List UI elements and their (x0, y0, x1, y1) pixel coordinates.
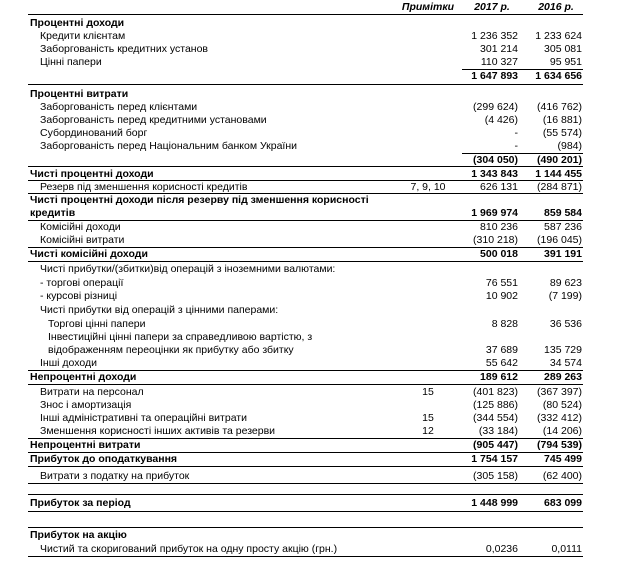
value-2017: 1 343 843 (471, 168, 518, 180)
row-label: Непроцентні доходи (30, 371, 137, 383)
row-label: Заборгованість перед кредитними установами (40, 114, 267, 126)
row-label: Прибуток на акцію (30, 529, 127, 541)
row-label: - курсові різниці (40, 290, 118, 302)
value-2016: (80 524) (542, 399, 582, 411)
value-2017: 301 214 (480, 43, 518, 55)
row-note: 12 (422, 425, 434, 437)
value-2016: 0,0111 (551, 543, 582, 555)
row-label: Заборгованість кредитних установ (40, 43, 208, 55)
row-note: 15 (422, 386, 434, 398)
row-label: Резерв під зменшення корисності кредитів (40, 181, 248, 193)
row-label: Чисті прибутки від операцій з цінними паперами: (40, 304, 279, 316)
value-2017: 1 236 352 (471, 30, 518, 42)
value-2016: 859 584 (544, 207, 582, 219)
value-2017: 500 018 (480, 248, 518, 260)
row-label: Чисті процентні доходи (30, 168, 154, 180)
row-label: - торгові операції (40, 277, 124, 289)
value-2016: (16 881) (542, 114, 582, 126)
value-2016: (14 206) (542, 425, 582, 437)
value-2016: (984) (557, 140, 582, 152)
header-year-2017: 2017 р. (474, 1, 510, 13)
value-2017: (304 050) (473, 154, 518, 166)
value-2017: (905 447) (473, 439, 518, 451)
value-2016: 289 263 (544, 371, 582, 383)
value-2016: 683 099 (544, 497, 582, 509)
header-year-2016: 2016 р. (538, 1, 574, 13)
value-2017: 626 131 (480, 181, 518, 193)
row-label: Комісійні витрати (40, 234, 125, 246)
row-label: Торгові цінні папери (48, 318, 146, 330)
value-2017: 37 689 (485, 344, 518, 356)
row-label: Прибуток до оподаткування (30, 453, 178, 465)
row-label: Заборгованість перед клієнтами (40, 101, 198, 113)
row-label: Субординований борг (40, 127, 148, 139)
row-label: Чисті прибутки/(збитки)від операцій з іноземними валютами: (40, 263, 336, 275)
row-label: Інші адміністративні та операційні витрати (40, 412, 247, 424)
value-2016: 36 536 (549, 318, 582, 330)
value-2017: 55 642 (485, 357, 518, 369)
value-2017: 0,0236 (485, 543, 518, 555)
row-note: 15 (422, 412, 434, 424)
row-label: кредитів (30, 207, 76, 219)
value-2016: (332 412) (537, 412, 582, 424)
value-2016: 1 634 656 (535, 70, 582, 82)
value-2016: 89 623 (549, 277, 582, 289)
value-2016: 587 236 (544, 221, 582, 233)
value-2017: 810 236 (480, 221, 518, 233)
value-2016: (367 397) (537, 386, 582, 398)
value-2016: 135 729 (544, 344, 582, 356)
value-2017: (299 624) (473, 101, 518, 113)
value-2017: 1 448 999 (471, 497, 518, 509)
value-2017: - (514, 140, 518, 152)
row-label: Витрати на персонал (40, 386, 144, 398)
value-2016: (7 199) (548, 290, 582, 302)
value-2017: (33 184) (478, 425, 518, 437)
row-label: відображенням переоцінки як прибутку або збитку (48, 344, 294, 356)
value-2016: 95 951 (549, 56, 582, 68)
row-label: Чисті процентні доходи після резерву під зменшення корисності (30, 194, 369, 206)
value-2016: (196 045) (537, 234, 582, 246)
row-label: Витрати з податку на прибуток (40, 470, 190, 482)
value-2016: (62 400) (542, 470, 582, 482)
value-2017: 1 754 157 (471, 453, 518, 465)
row-label: Процентні доходи (30, 17, 125, 29)
row-label: Процентні витрати (30, 88, 129, 100)
value-2016: (55 574) (542, 127, 582, 139)
value-2016: (490 201) (537, 154, 582, 166)
value-2017: 1 969 974 (471, 207, 518, 219)
row-label: Інші доходи (40, 357, 97, 369)
value-2016: (794 539) (537, 439, 582, 451)
row-label: Чисті комісійні доходи (30, 248, 148, 260)
row-label: Цінні папери (40, 56, 102, 68)
value-2016: (284 871) (537, 181, 582, 193)
value-2017: 10 902 (485, 290, 518, 302)
value-2017: (401 823) (473, 386, 518, 398)
value-2017: 76 551 (485, 277, 518, 289)
value-2017: (310 218) (473, 234, 518, 246)
value-2017: (4 426) (484, 114, 518, 126)
value-2016: (416 762) (537, 101, 582, 113)
value-2016: 1 144 455 (535, 168, 582, 180)
value-2017: (125 886) (473, 399, 518, 411)
row-label: Чистий та скоригований прибуток на одну просту акцію (грн.) (40, 543, 338, 555)
header-notes: Примітки (401, 1, 455, 13)
row-label: Прибуток за період (30, 497, 131, 509)
row-label: Непроцентні витрати (30, 439, 141, 451)
value-2017: (305 158) (473, 470, 518, 482)
value-2016: 391 191 (544, 248, 582, 260)
value-2016: 34 574 (549, 357, 582, 369)
row-label: Заборгованість перед Національним банком України (40, 140, 298, 152)
row-label: Зменшення корисності інших активів та резерви (40, 425, 276, 437)
value-2017: 1 647 893 (471, 70, 518, 82)
row-note: 7, 9, 10 (410, 181, 446, 193)
value-2017: 110 327 (480, 56, 518, 68)
value-2017: 189 612 (480, 371, 518, 383)
value-2017: 8 828 (491, 318, 518, 330)
row-label: Знос і амортизація (40, 399, 132, 411)
value-2016: 305 081 (544, 43, 582, 55)
value-2016: 745 499 (544, 453, 582, 465)
value-2017: - (514, 127, 518, 139)
value-2017: (344 554) (473, 412, 518, 424)
row-label: Комісійні доходи (40, 221, 121, 233)
row-label: Інвестиційні цінні папери за справедливою вартістю, з (48, 331, 313, 343)
row-label: Кредити клієнтам (40, 30, 126, 42)
value-2016: 1 233 624 (535, 30, 582, 42)
